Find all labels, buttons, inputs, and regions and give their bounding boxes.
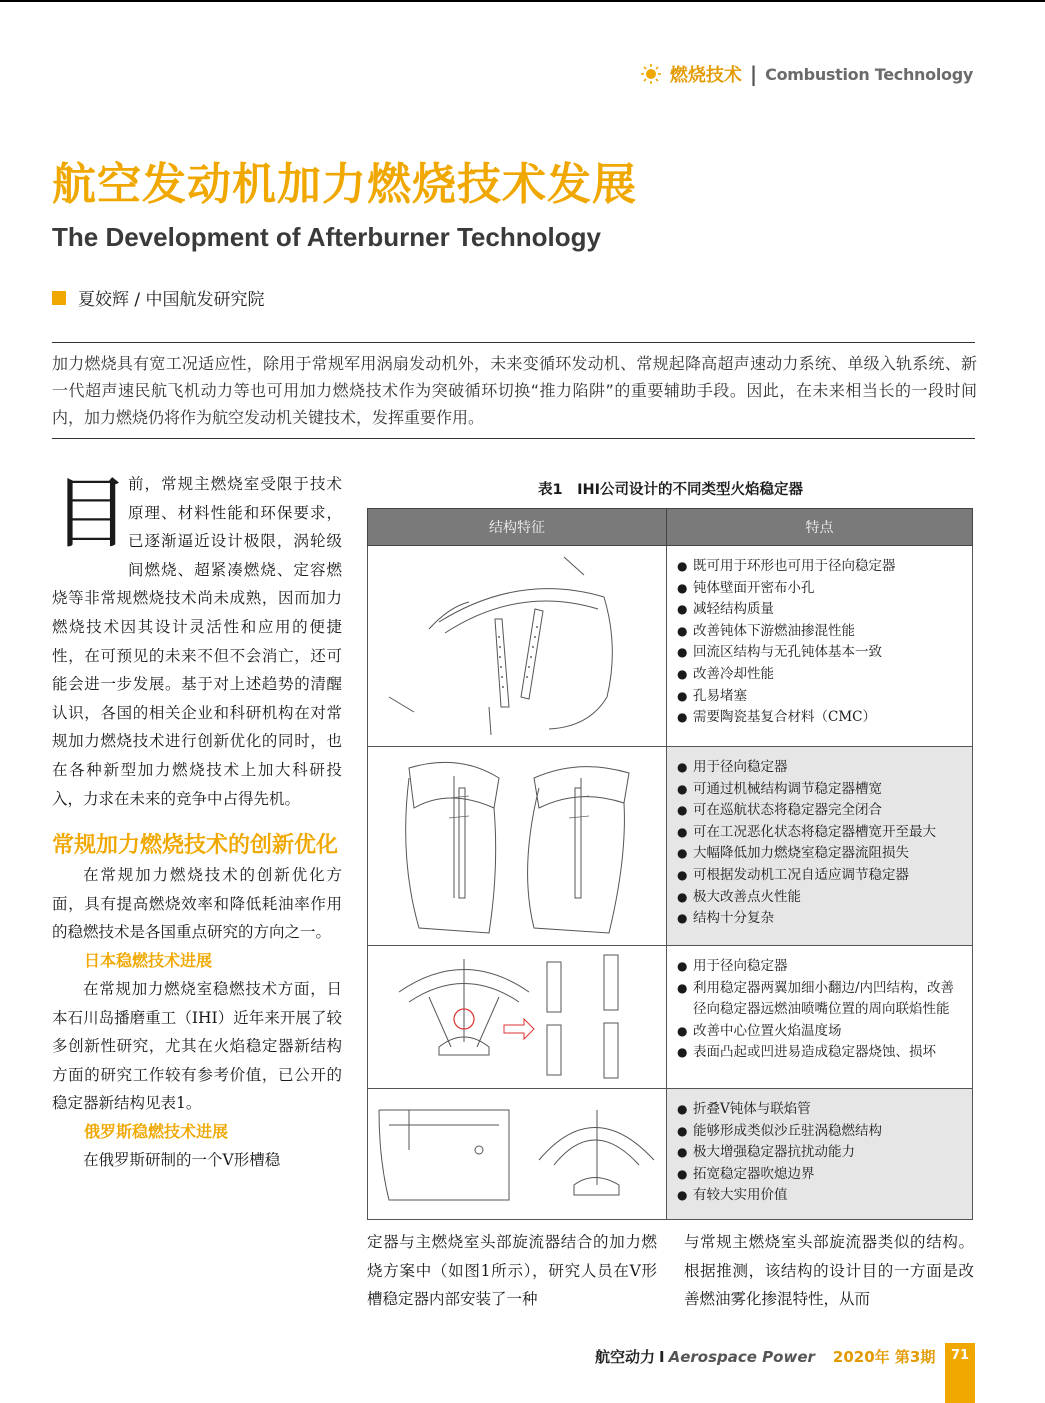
feature-item: ● 钝体壁面开密布小孔 [677,579,815,596]
abstract: 加力燃烧具有宽工况适应性，除用于常规军用涡扇发动机外，未来变循环发动机、常规起降高超声速动力系统、单级入轨系统、新一代超声速民航飞机动力等也可用加力燃烧技术作为突破循环切换“推力陷阱”的重要辅助手段。因此，在未来相当长的一段时间内，加力燃烧仍将作为航空发动机关键技术，发挥重要作用。 [52,354,977,427]
column-header: 结构特征 [368,509,667,546]
section-paragraph: 在常规加力燃烧技术的创新优化方面，具有提高燃烧效率和降低耗油率作用的稳燃技术是各国重点研究的方向之一。 [52,866,342,942]
table-caption: 表1 IHI公司设计的不同类型火焰稳定器 [537,482,803,498]
feature-item: ● 利用稳定器两翼加细小翻边/内凹结构，改善径向稳定器远燃油喷嘴位置的周向联焰性能 [677,979,955,1018]
author-line [52,285,265,310]
issue-label: 2020年 第3期 [832,1348,936,1366]
intro-paragraph: 前，常规主燃烧室受限于技术原理、材料性能和环保要求，已逐渐逼近设计极限，涡轮级间燃烧、超紧凑燃烧、定容燃烧等非常规燃烧技术尚未成熟，因而加力燃烧技术因其设计灵活性和应用的便捷性，在可预见的未来不但不会消亡，还可能会进一步发展。基于对上述趋势的清醒认识，各国的相关企业和科研机构在对常规加力燃烧技术进行创新优化的同时，也在各种新型加力燃烧技术上加大科研投入，力求在未来的竞争中占得先机。 [52,475,342,808]
feature-item: ● 表面凸起或凹进易造成稳定器烧蚀、损坏 [677,1044,936,1061]
feature-item: ● 有较大实用价值 [677,1187,788,1204]
feature-item: ● 能够形成类似沙丘驻涡稳燃结构 [677,1122,882,1139]
page-footer [595,1346,935,1367]
feature-item: ● 可在巡航状态将稳定器完全闭合 [677,802,882,819]
feature-item: ● 用于径向稳定器 [677,759,788,775]
feature-item: ● 可在工况恶化状态将稳定器槽宽开至最大 [677,823,936,840]
author-marker [52,291,66,305]
feature-item: ● 需要陶瓷基复合材料（CMC） [677,709,876,726]
author: 夏姣辉 / 中国航发研究院 [78,290,265,310]
structure-figure-variable [368,747,667,946]
column-header: 特点 [667,509,973,546]
abstract-bottom-rule [52,438,975,439]
section-label-cn: 燃烧技术 [669,65,742,86]
right-column-text: 与常规主燃烧室头部旋流器类似的结构。根据推测，该结构的设计目的一方面是改善燃油雾化掺混特性，从而 [684,1233,974,1309]
feature-item: ● 可根据发动机工况自适应调节稳定器 [677,866,909,883]
folded-stabilizer-drawing [369,1090,665,1214]
journal-name-cn: 航空动力 [595,1348,656,1366]
journal-name-en: Aerospace Power [668,1348,815,1366]
header-separator: | [749,62,758,86]
features-cell [667,747,973,946]
table-header-row [368,509,973,546]
article-title-en: The Development of Afterburner Technology [52,222,601,252]
feature-item: ● 减轻结构质量 [677,601,774,618]
table-row [368,747,973,946]
sun-icon [640,63,662,85]
abstract-top-rule [52,342,975,343]
feature-item: ● 用于径向稳定器 [677,958,788,974]
section-label-en: Combustion Technology [765,64,973,84]
feature-item: ● 改善冷却性能 [677,665,774,682]
structure-figure-perforated [368,546,667,747]
feature-item: ● 孔易堵塞 [677,687,747,704]
feature-item: ● 极大改善点火性能 [677,888,801,905]
feature-item: ● 既可用于环形也可用于径向稳定器 [677,558,896,574]
article-title-cn: 航空发动机加力燃烧技术发展 [52,159,637,210]
dropcap: 目 [52,469,131,559]
section-heading: 常规加力燃烧技术的创新优化 [52,833,339,859]
flanged-stabilizer-drawing [369,947,665,1083]
russia-paragraph: 在俄罗斯研制的一个V形槽稳 [83,1150,281,1169]
stabilizer-table [367,508,973,1220]
feature-item: ● 结构十分复杂 [677,910,774,927]
structure-figure-folded [368,1089,667,1220]
table-row [368,946,973,1089]
page-number: 71 [950,1348,970,1363]
subsection-heading-russia: 俄罗斯稳燃技术进展 [84,1121,229,1141]
features-cell [667,546,973,747]
middle-column-text: 定器与主燃烧室头部旋流器结合的加力燃烧方案中（如图1所示），研究人员在V形槽稳定器内部安装了一种 [367,1233,657,1309]
table-row [368,546,973,747]
feature-item: ● 回流区结构与无孔钝体基本一致 [677,644,882,661]
feature-item: ● 拓宽稳定器吹熄边界 [677,1165,815,1182]
features-cell [667,946,973,1089]
running-header [640,60,973,88]
top-rule [0,0,1045,2]
feature-item: ● 可通过机械结构调节稳定器槽宽 [677,780,882,797]
structure-figure-flanged [368,946,667,1089]
japan-paragraph: 在常规加力燃烧室稳燃技术方面，日本石川岛播磨重工（IHI）近年来开展了较多创新性研究，尤其在火焰稳定器新结构方面的研究工作较有参考价值，已公开的稳定器新结构见表1。 [52,979,342,1113]
feature-item: ● 极大增强稳定器抗扰动能力 [677,1144,855,1161]
feature-item: ● 折叠V钝体与联焰管 [677,1101,811,1117]
variable-stabilizer-drawing [369,748,665,940]
perforated-stabilizer-drawing [369,547,665,741]
table-row [368,1089,973,1220]
left-column [52,470,342,1174]
feature-item: ● 大幅降低加力燃烧室稳定器流阻损失 [677,845,909,862]
subsection-heading-japan: 日本稳燃技术进展 [84,950,213,970]
features-cell [667,1089,973,1220]
footer-separator: I [659,1348,665,1366]
feature-item: ● 改善中心位置火焰温度场 [677,1022,842,1039]
feature-item: ● 改善钝体下游燃油掺混性能 [677,622,855,639]
